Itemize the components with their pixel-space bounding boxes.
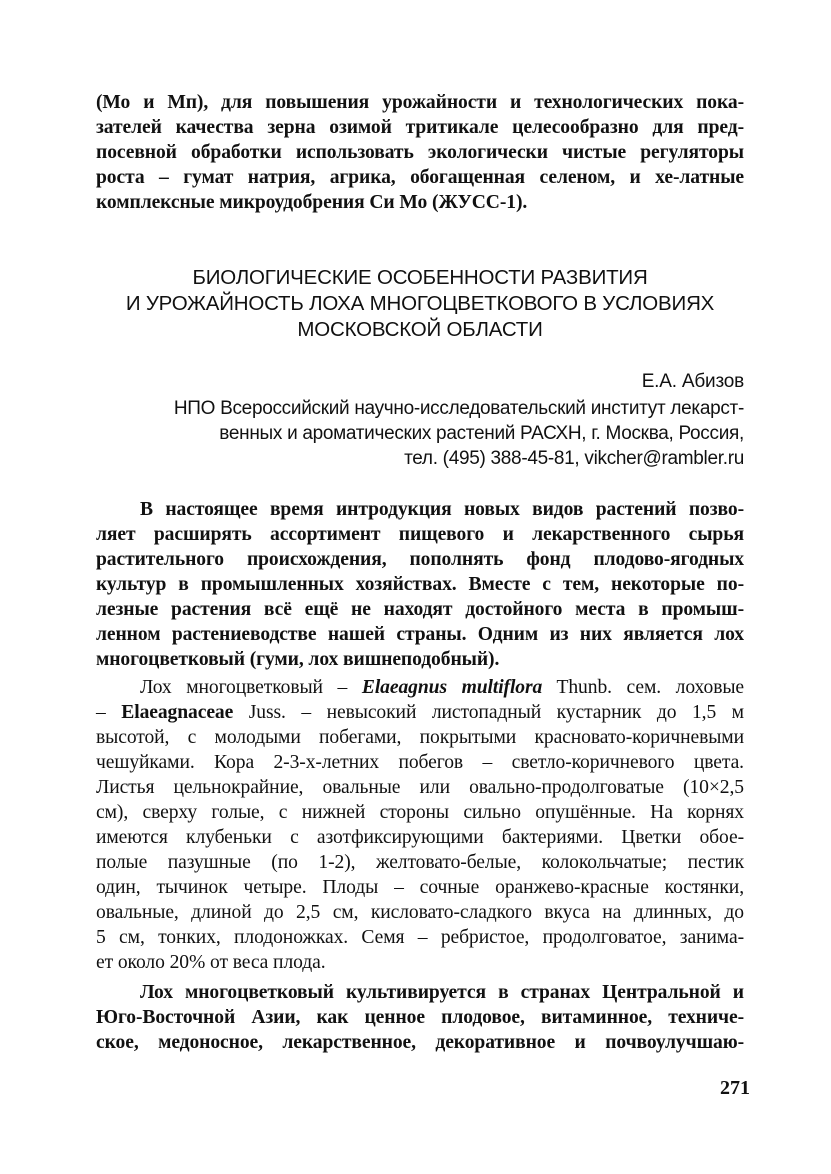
title-line: И УРОЖАЙНОСТЬ ЛОХА МНОГОЦВЕТКОВОГО В УСЛОВИЯХ <box>125 292 715 315</box>
text-line: 5 см, тонких, плодоножках. Семя – ребристое, продолговатое, занима- <box>96 927 744 948</box>
affiliation-line: венных и ароматических растений РАСХН, г. Москва, Россия, <box>219 423 744 444</box>
line-suffix: Juss. – невысокий листопадный кустарник до 1,5 м <box>233 702 744 723</box>
text-line: один, тычинок четыре. Плоды – сочные оранжево-красные костянки, <box>96 877 744 898</box>
text-line <box>96 700 744 725</box>
author-affiliation <box>96 396 744 471</box>
text-line <box>96 675 744 700</box>
author-name-block <box>96 369 744 394</box>
text-line: имеются клубеньки с азотфиксирующими бактериями. Цветки обое- <box>96 827 744 848</box>
text-line: чешуйками. Кора 2-3-х-летних побегов – светло-коричневого цвета. <box>96 752 744 773</box>
text-line: высотой, с молодыми побегами, покрытыми красновато-коричневыми <box>96 727 744 748</box>
text-line: ское, медоносное, лекарственное, декоративное и почвоулучшаю- <box>96 1032 744 1053</box>
line-prefix: Лох многоцветковый – <box>140 677 362 698</box>
text-line: лезные растения всё ещё не находят достойного места в промыш- <box>96 599 744 620</box>
text-line: см), сверху голые, с нижней стороны сильно опушённые. На корнях <box>96 802 744 823</box>
text-line: многоцветковый (гуми, лох вишнеподобный). <box>96 649 500 670</box>
affiliation-line: НПО Всероссийский научно-исследовательский институт лекарст- <box>173 398 744 419</box>
text-line: посевной обработки использовать экологически чистые регуляторы <box>96 142 744 163</box>
text-line: ляет расширять ассортимент пищевого и лекарственного сырья <box>96 524 744 545</box>
paragraph-cultivation <box>96 980 744 1055</box>
title-line: БИОЛОГИЧЕСКИЕ ОСОБЕННОСТИ РАЗВИТИЯ <box>192 266 648 289</box>
affiliation-contact: тел. (495) 388-45-81, vikcher@rambler.ru <box>404 448 744 469</box>
text-line: ет около 20% от веса плода. <box>96 952 326 973</box>
text-line: Листья цельнокрайние, овальные или овально-продолговатые (10×2,5 <box>96 777 744 798</box>
text-line: овальные, длиной до 2,5 см, кисловато-сладкого вкуса на длинных, до <box>96 902 744 923</box>
page-number: 271 <box>720 1077 750 1099</box>
line-prefix: – <box>96 702 122 723</box>
paragraph-description <box>96 675 744 975</box>
text-line: зателей качества зерна озимой тритикале целесообразно для пред- <box>96 117 744 138</box>
article-title <box>96 265 744 343</box>
line-suffix: Thunb. сем. лоховые <box>542 677 745 698</box>
text-line: (Мо и Мп), для повышения урожайности и технологических пока- <box>96 92 744 113</box>
latin-species-name: Elaeagnus multiflora <box>361 677 543 698</box>
text-line: культур в промышленных хозяйствах. Вместе с тем, некоторые по- <box>96 574 744 595</box>
text-line: ленном растениеводстве нашей страны. Одним из них является лох <box>96 624 744 645</box>
title-line: МОСКОВСКОЙ ОБЛАСТИ <box>297 318 543 341</box>
text-line: растительного происхождения, пополнять фонд плодово-ягодных <box>96 549 744 570</box>
latin-family-name: Elaeagnaceae <box>121 702 234 723</box>
top-paragraph <box>96 90 744 215</box>
text-line: Лох многоцветковый культивируется в странах Центральной и <box>140 982 744 1003</box>
text-line: Юго-Восточной Азии, как ценное плодовое, витаминное, техниче- <box>96 1007 744 1028</box>
author-name: Е.А. Абизов <box>641 371 744 392</box>
text-line: роста – гумат натрия, агрика, обогащенная селеном, и хе-латные <box>96 167 744 188</box>
paragraph-intro <box>96 497 744 672</box>
text-line: комплексные микроудобрения Си Мо (ЖУСС-1). <box>96 192 528 213</box>
text-line: В настоящее время интродукция новых видов растений позво- <box>140 499 744 520</box>
text-line: полые пазушные (по 1-2), желтовато-белые, колокольчатые; пестик <box>96 852 744 873</box>
